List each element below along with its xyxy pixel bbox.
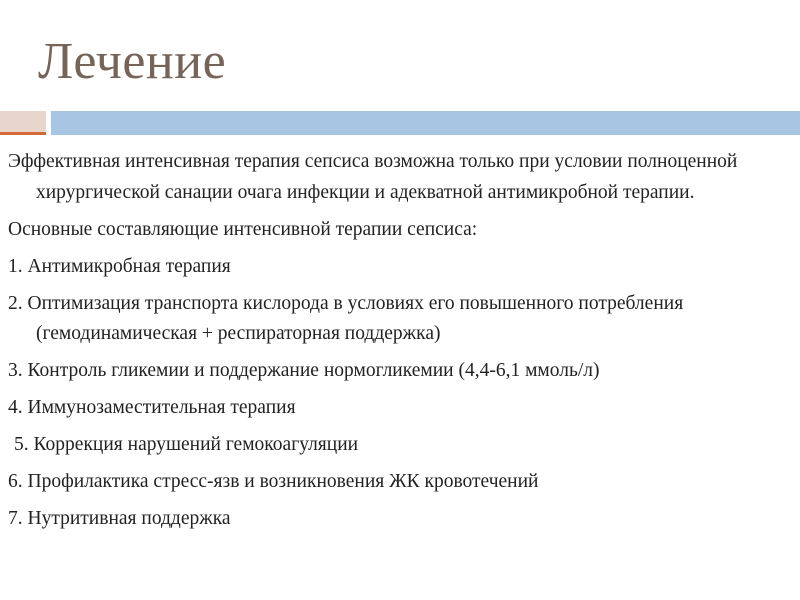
list-item-immunoreplacement: 4. Иммунозаместительная терапия [8, 397, 296, 418]
list-item-stress-ulcer-prophylaxis: 6. Профилактика стресс-язв и возникновения ЖК кровотечений [8, 471, 539, 492]
list-item-glycemia-control: 3. Контроль гликемии и поддержание нормогликемии (4,4-6,1 ммоль/л) [8, 360, 600, 381]
list-item-nutritional-support: 7. Нутритивная поддержка [8, 508, 231, 529]
title-accent-bar-left [0, 111, 46, 135]
list-item-coagulation: 5. Коррекция нарушений гемокоагуляции [14, 434, 359, 455]
slide-title: Лечение [38, 33, 227, 90]
list-item-oxygen-transport: 2. Оптимизация транспорта кислорода в условиях его повышенного потребления (гемодинамическая + респираторная поддержка) [8, 293, 684, 344]
title-accent-bar-right [51, 111, 800, 135]
list-item-antimicrobial: 1. Антимикробная терапия [8, 256, 231, 277]
paragraph-components-heading: Основные составляющие интенсивной терапии сепсиса: [8, 219, 478, 240]
paragraph-intro: Эффективная интенсивная терапия сепсиса возможна только при условии полноценной хирургической санации очага инфекции и адекватной антимикробной терапии. [8, 151, 738, 203]
slide-body [8, 146, 788, 541]
